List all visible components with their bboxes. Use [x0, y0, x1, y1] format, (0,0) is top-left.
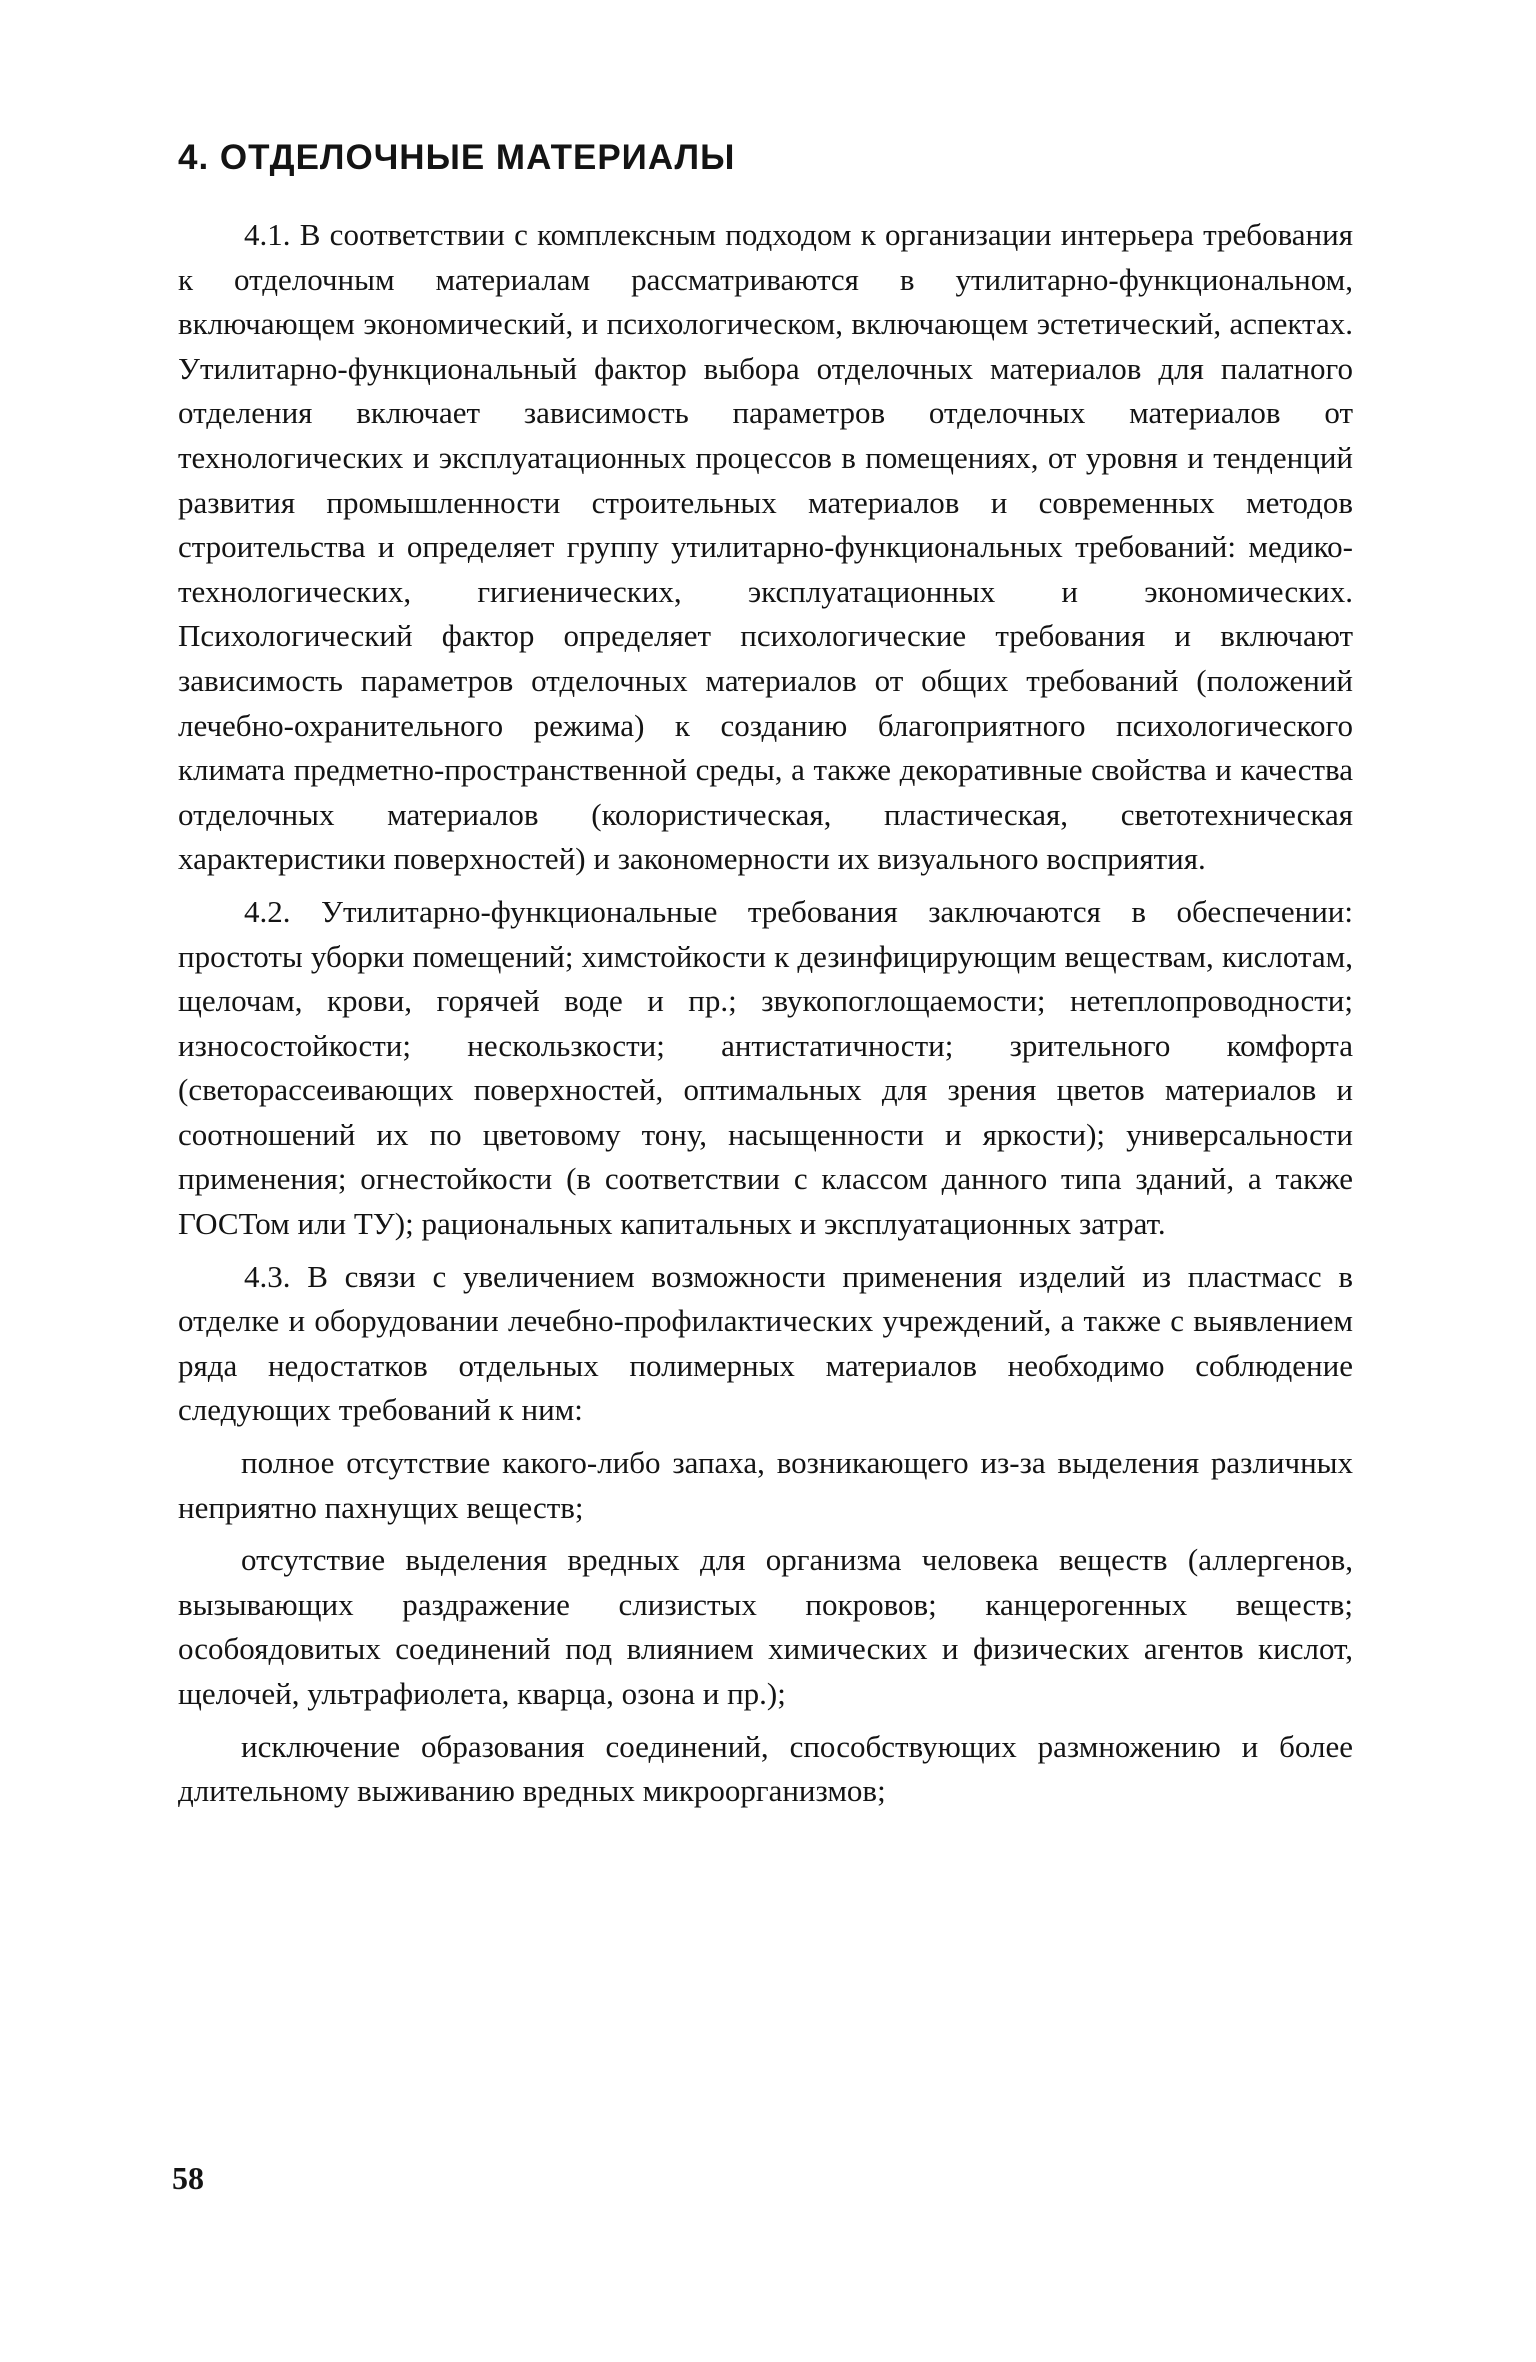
section-heading: 4. ОТДЕЛОЧНЫЕ МАТЕРИАЛЫ [178, 138, 736, 177]
paragraph-4-3: 4.3. В связи с увеличением возможности применения изделий из пластмасс в отделке и оборудовании лечебно-профилактических учреждений, а также с выявлением ряда недостатков отдельных полимерных материалов необходимо соблюдение следующих требований к ним: [178, 1258, 1353, 1428]
requirement-item-2: отсутствие выделения вредных для организма человека веществ (аллергенов, вызывающих раздражение слизистых покровов; канцерогенных веществ; особоядовитых соединений под влиянием химических и физических агентов кислот, щелочей, ультрафиолета, кварца, озона и пр.); [178, 1542, 1353, 1711]
requirement-item-3: исключение образования соединений, способствующих размножению и более длительному выживанию вредных микроорганизмов; [178, 1728, 1353, 1809]
paragraph-4-2: 4.2. Утилитарно-функциональные требования заключаются в обеспечении: простоты уборки помещений; химстойкости к дезинфицирующим веществам, кислотам, щелочам, крови, горячей воде и пр.; звукопоглощаемости; нетеплопроводности; износостойкости; нескользкости; антистатичности; зрительного комфорта (светорассеивающих поверхностей, оптимальных для зрения цветов материалов и соотношений их по цветовому тону, насыщенности и яркости); универсальности применения; огнестойкости (в соответствии с классом данного типа зданий, а также ГОСТом или ТУ); рациональных капитальных и эксплуатационных затрат. [178, 893, 1353, 1242]
requirement-item-1: полное отсутствие какого-либо запаха, возникающего из-за выделения различных неприятно пахнущих веществ; [178, 1445, 1353, 1525]
body-text [178, 213, 1353, 1822]
page-number: 58 [172, 2160, 204, 2196]
paragraph-4-1: 4.1. В соответствии с комплексным подходом к организации интерьера требования к отделочным материалам рассматриваются в утилитарно-функциональном, включающем экономический, и психологическом, включающем эстетический, аспектах. Утилитарно-функциональный фактор выбора отделочных материалов для палатного отделения включает зависимость параметров отделочных материалов от технологических и эксплуатационных процессов в помещениях, от уровня и тенденций развития промышленности строительных материалов и современных методов строительства и определяет группу утилитарно-функциональных требований: медико-технологических, гигиенических, эксплуатационных и экономических. Психологический фактор определяет психологические требования и включают зависимость параметров отделочных материалов от общих требований (положений лечебно-охранительного режима) к созданию благоприятного психологического климата предметно-пространственной среды, а также декоративные свойства и качества отделочных материалов (колористическая, пластическая, светотехническая характеристики поверхностей) и закономерности их визуального восприятия. [178, 217, 1353, 877]
